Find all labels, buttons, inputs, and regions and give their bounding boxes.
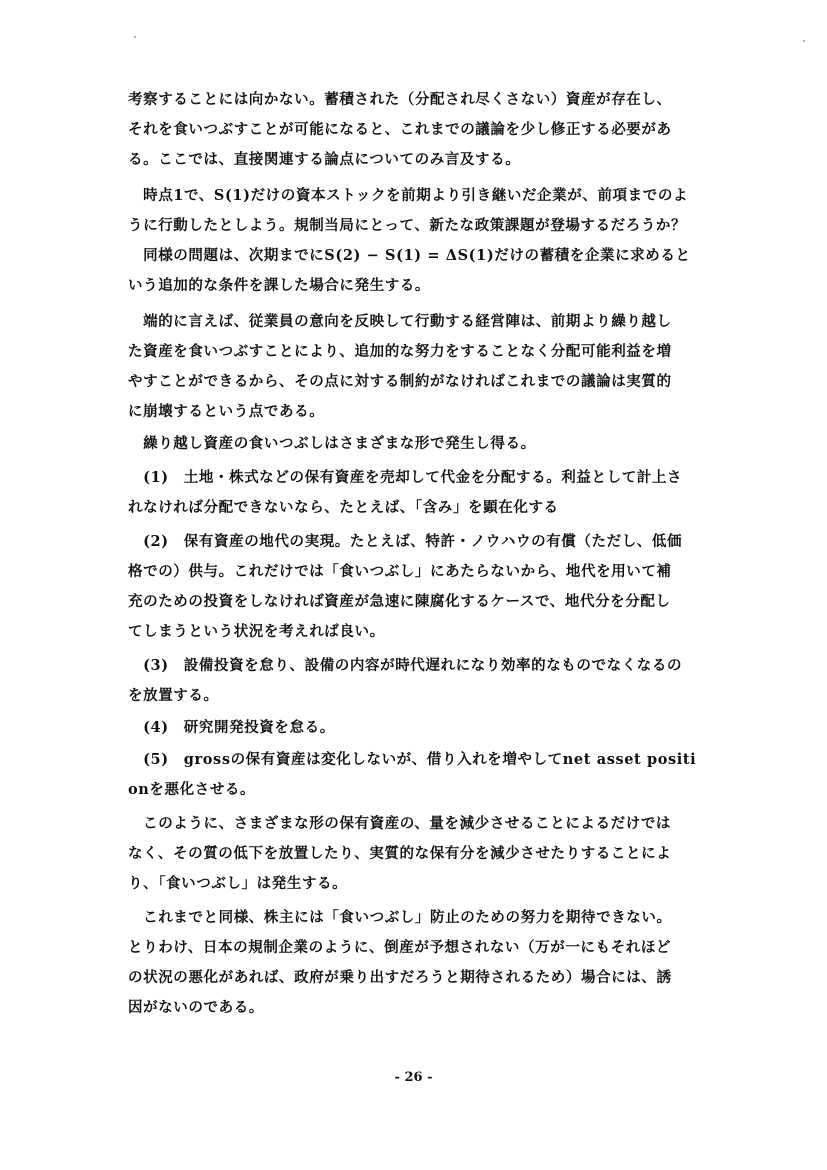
- text-line: り、「食いつぶし」は発生する。: [128, 875, 348, 892]
- text-line: に崩壊するという点である。: [128, 403, 325, 420]
- text-line: の状況の悪化があれば、政府が乗り出すだろうと期待されるため）場合には、誘: [128, 969, 672, 986]
- text-line: (4) 研究開発投資を怠る。: [128, 719, 335, 736]
- text-line: (5) grossの保有資産は変化しないが、借り入れを増やしてnet asset positi: [128, 751, 697, 768]
- text-line: とりわけ、日本の規制企業のように、倒産が予想されない（万が一にもそれほど: [128, 939, 672, 956]
- text-line: 端的に言えば、従業員の意向を反映して行動する経営陣は、前期より繰り越し: [128, 313, 672, 330]
- text-line: れなければ分配できないなら、たとえば、「含み」を顕在化する: [128, 499, 559, 516]
- text-line: る。ここでは、直接関連する論点についてのみ言及する。: [128, 151, 521, 168]
- text-line: なく、その質の低下を放置したり、実質的な保有分を減少させたりすることによ: [128, 845, 672, 862]
- text-line: 同様の問題は、次期までにS(2) − S(1) = ΔS(1)だけの蓄積を企業に求めると: [128, 247, 691, 264]
- text-line: 充のための投資をしなければ資産が急速に陳腐化するケースで、地代分を分配し: [128, 593, 671, 610]
- text-line: 時点1で、S(1)だけの資本ストックを前期より引き継いだ企業が、前項までのよ: [128, 187, 689, 204]
- page-number: - 26 -: [394, 1070, 433, 1085]
- text-line: を放置する。: [128, 687, 219, 704]
- text-line: た資産を食いつぶすことにより、追加的な努力をすることなく分配可能利益を増: [128, 343, 672, 360]
- text-line: (3) 設備投資を怠り、設備の内容が時代遅れになり効率的なものでなくなるの: [128, 657, 683, 674]
- text-line: やすことができるから、その点に対する制約がなければこれまでの議論は実質的: [128, 373, 672, 390]
- text-line: 繰り越し資産の食いつぶしはさまざまな形で発生し得る。: [128, 435, 536, 452]
- text-line: 考察することには向かない。蓄積された（分配され尽くさない）資産が存在し、: [128, 91, 672, 108]
- text-line: これまでと同様、株主には「食いつぶし」防止のための努力を期待できない。: [128, 909, 672, 926]
- text-line: いう追加的な条件を課した場合に発生する。: [128, 277, 430, 294]
- text-line: (2) 保有資産の地代の実現。たとえば、特許・ノウハウの有償（ただし、低価: [128, 533, 683, 550]
- text-line: (1) 土地・株式などの保有資産を売却して代金を分配する。利益として計上さ: [128, 469, 683, 486]
- text-line: onを悪化させる。: [128, 781, 256, 798]
- text-line: このように、さまざまな形の保有資産の、量を減少させることによるだけでは: [128, 815, 672, 832]
- text-line: うに行動したとしよう。規制当局にとって、新たな政策課題が登場するだろうか？: [128, 217, 687, 234]
- text-line: それを食いつぶすことが可能になると、これまでの議論を少し修正する必要があ: [128, 121, 672, 138]
- text-line: 格での）供与。これだけでは「食いつぶし」にあたらないから、地代を用いて補: [128, 563, 672, 580]
- text-line: てしまうという状況を考えれば良い。: [128, 623, 385, 640]
- text-line: 因がないのである。: [128, 999, 264, 1016]
- scan-speck: [134, 36, 136, 38]
- scan-speck: [803, 40, 805, 42]
